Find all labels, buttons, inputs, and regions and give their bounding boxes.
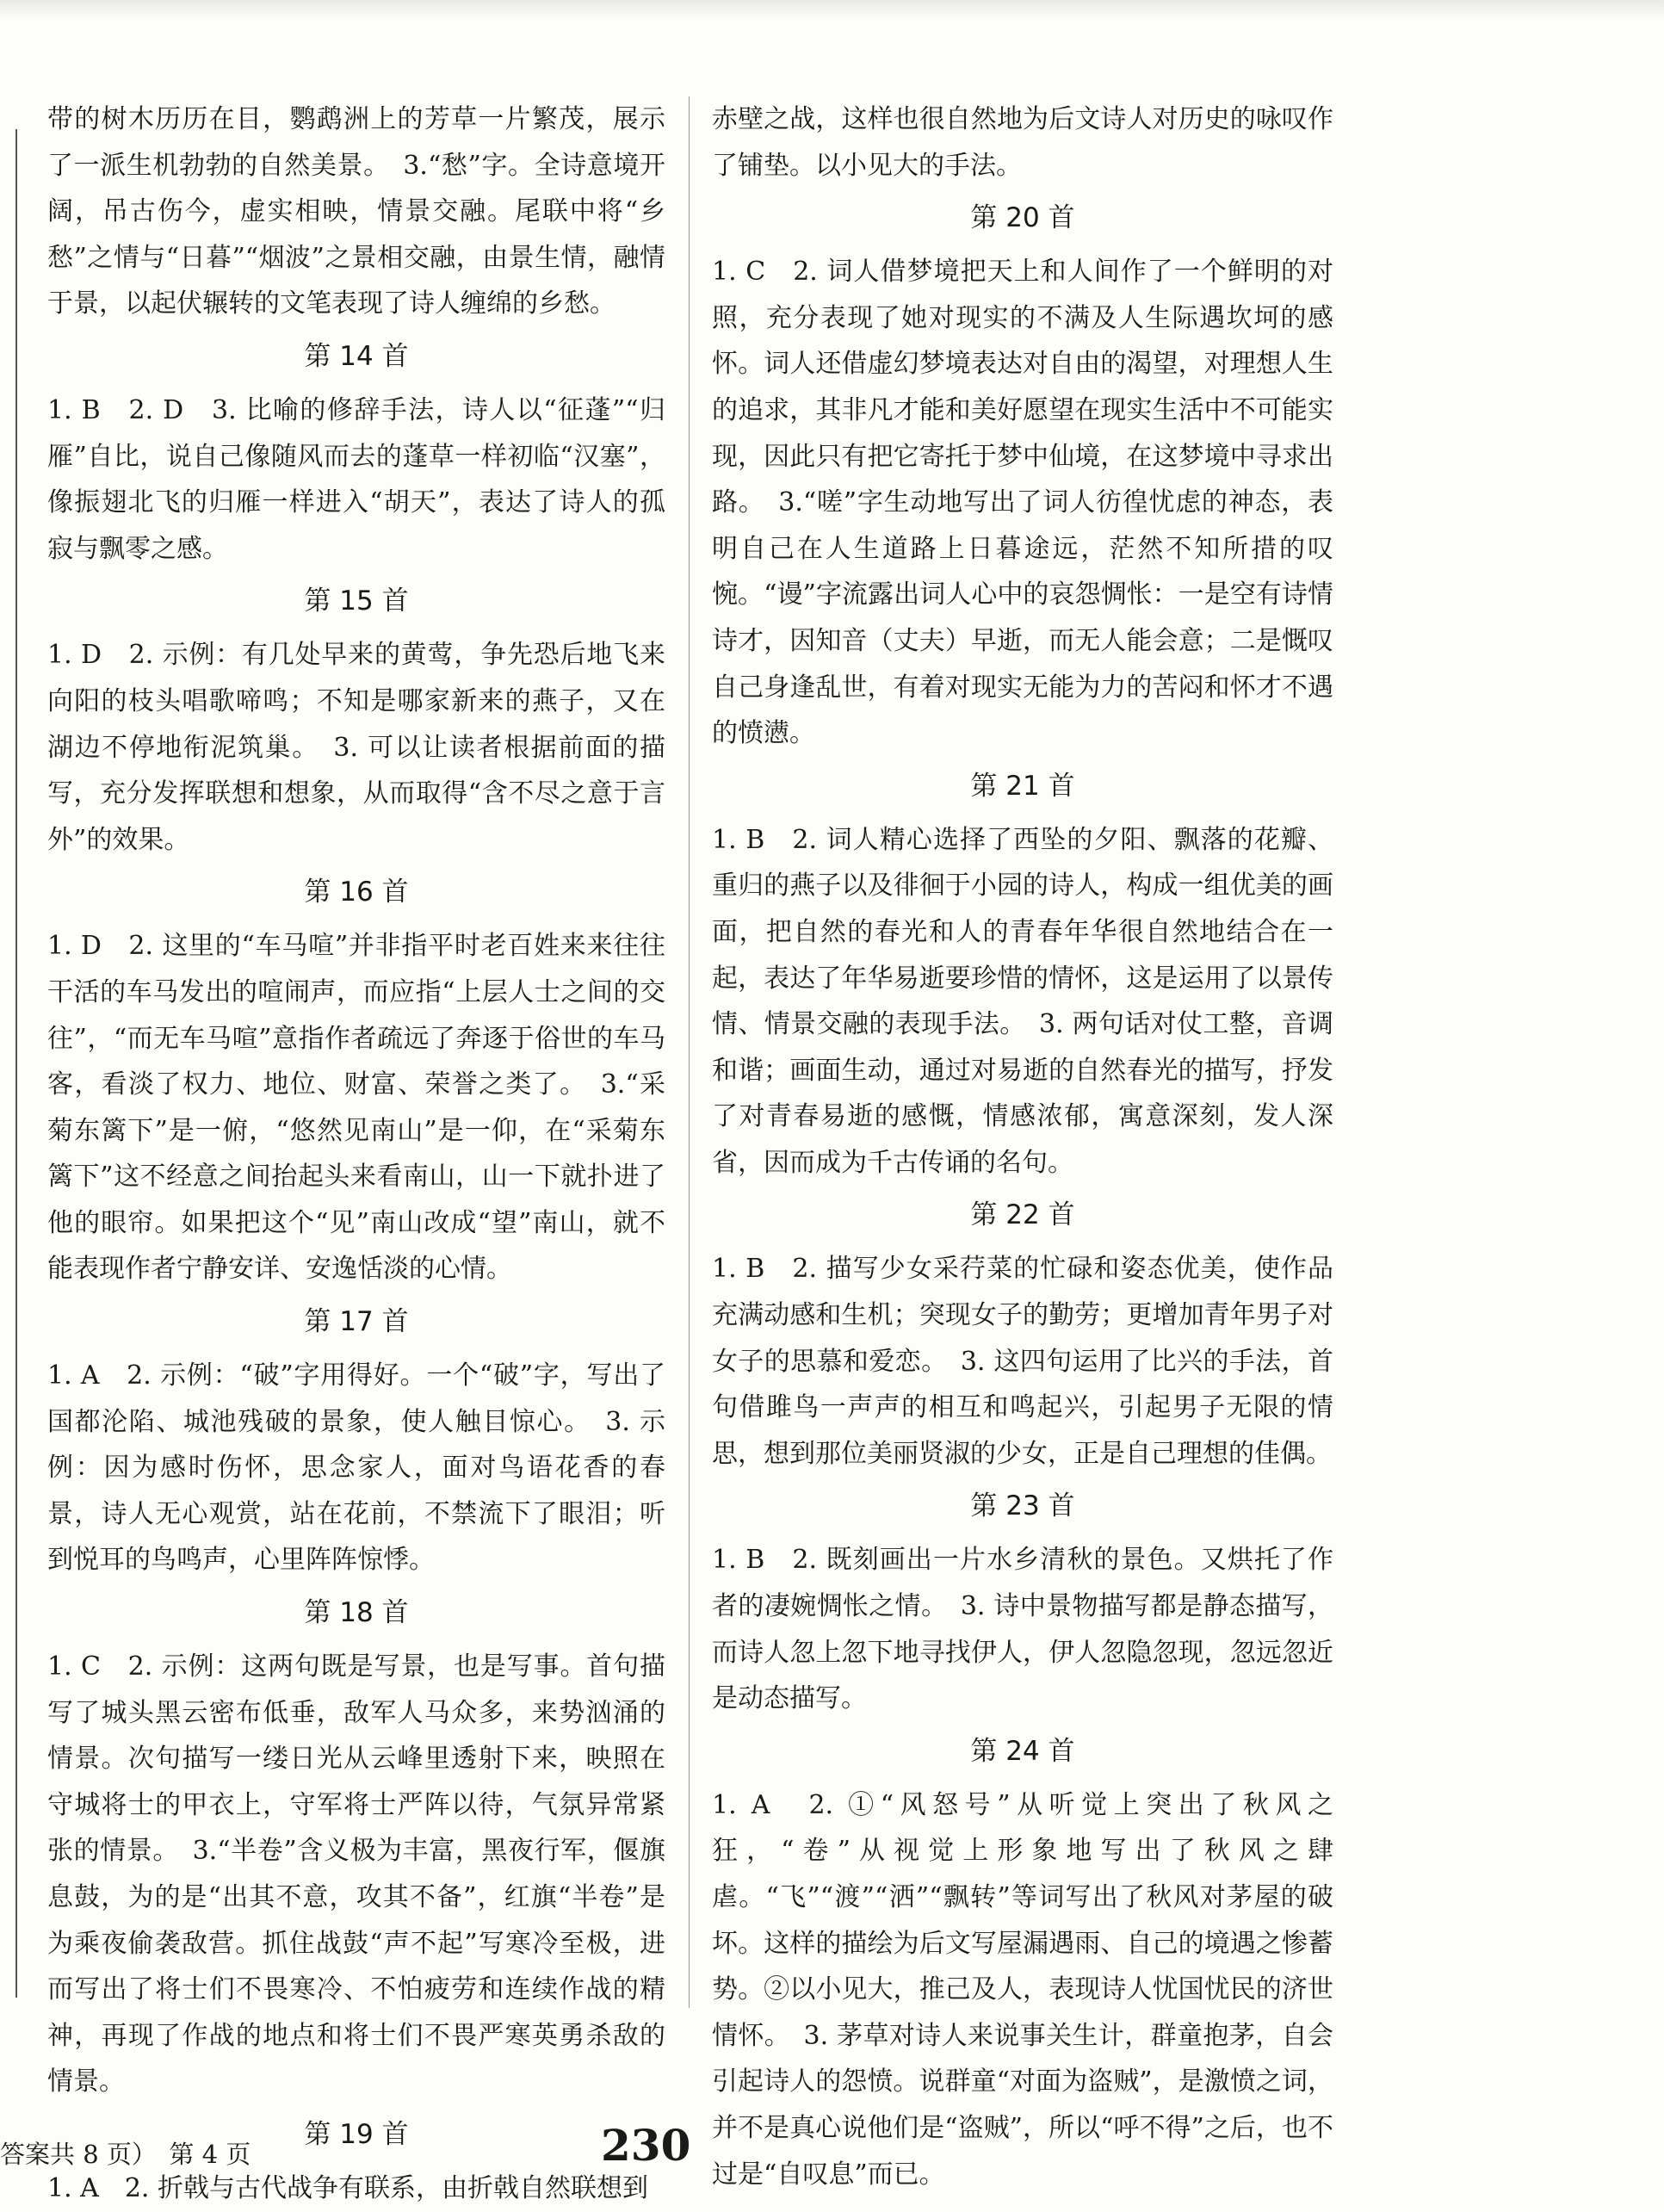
answer-paragraph: 1. C 2. 词人借梦境把天上和人间作了一个鲜明的对照，充分表现了她对现实的不满及人生际遇坎坷的感怀。词人还借虚幻梦境表达对自由的渴望，对理想人生的追求，其非凡才能和美好愿望在现实生活中不可能实现，因此只有把它寄托于梦中仙境，在这梦境中寻求出路。 3.“嗟”字生动地写出了词人彷徨忧虑的神态，表明自己在人生道路上日暮途远，茫然不知所措的叹惋。“谩”字流露出词人心中的哀怨惆怅：一是空有诗情诗才，因知音（丈夫）早逝，而无人能会意；二是慨叹自己身逢乱世，有着对现实无能为力的苦闷和怀才不遇的愤懑。	[712, 257, 1333, 749]
answer-paragraph: 1. A 2. 示例：“破”字用得好。一个“破”字，写出了国都沦陷、城池残破的景象，使人触目惊心。 3. 示例：因为感时伤怀，思念家人，面对鸟语花香的春景，诗人无心观赏，站在花前，不禁流下了眼泪；听到悦耳的鸟鸣声，心里阵阵惊悸。	[47, 1360, 665, 1576]
column-divider	[689, 96, 690, 2008]
right-column	[712, 96, 1333, 2197]
answer-paragraph: 1. C 2. 示例：这两句既是写景，也是写事。首句描写了城头黑云密布低垂，敌军人马众多，来势汹涌的情景。次句描写一缕日光从云峰里透射下来，映照在守城将士的甲衣上，守军将士严阵以待，气氛异常紧张的情景。 3.“半卷”含义极为丰富，黑夜行军，偃旗息鼓，为的是“出其不意，攻其不备”，红旗“半卷”是为乘夜偷袭敌营。抓住战鼓“声不起”写寒冷至极，进而写出了将士们不畏寒冷、不怕疲劳和连续作战的精神，再现了作战的地点和将士们不畏严寒英勇杀敌的情景。	[47, 1651, 665, 2097]
page-number: 230	[601, 2120, 691, 2171]
section-heading: 第 23 首	[970, 1490, 1075, 1522]
answer-paragraph: 1. D 2. 这里的“车马喧”并非指平时老百姓来来往往干活的车马发出的喧闹声，而应指“上层人士之间的交往”，“而无车马喧”意指作者疏远了奔逐于俗世的车马客，看淡了权力、地位、财富、荣誉之类了。 3.“采菊东篱下”是一俯，“悠然见南山”是一仰，在“采菊东篱下”这不经意之间抬起头来看南山，山一下就扑进了他的眼帘。如果把这个“见”南山改成“望”南山，就不能表现作者宁静安详、安逸恬淡的心情。	[47, 931, 665, 1285]
answer-paragraph: 1. A 2. 折戟与古代战争有联系，由折戟自然联想到	[47, 2172, 648, 2203]
footer-page-info: 答案共 8 页） 第 4 页	[0, 2140, 251, 2169]
answer-paragraph: 1. B 2. 既刻画出一片水乡清秋的景色。又烘托了作者的凄婉惆怅之情。 3. 诗中景物描写都是静态描写，而诗人忽上忽下地寻找伊人，伊人忽隐忽现，忽远忽近是动态描写。	[712, 1545, 1333, 1714]
binding-edge-line	[15, 129, 17, 1998]
answer-paragraph: 带的树木历历在目，鹦鹉洲上的芳草一片繁茂，展示了一派生机勃勃的自然美景。 3.“愁”字。全诗意境开阔，吊古伤今，虚实相映，情景交融。尾联中将“乡愁”之情与“日暮”“烟波”之景相交融，由景生情，融情于景，以起伏辗转的文笔表现了诗人缠绵的乡愁。	[47, 104, 665, 319]
section-heading: 第 21 首	[970, 770, 1075, 802]
answer-paragraph: 1. A 2. ①“风怒号”从听觉上突出了秋风之狂，“卷”从视觉上形象地写出了秋风之肆虐。“飞”“渡”“洒”“飘转”等词写出了秋风对茅屋的破坏。这样的描绘为后文写屋漏遇雨、自己的境遇之惨蓄势。②以小见大，推己及人，表现诗人忧国忧民的济世情怀。 3. 茅草对诗人来说事关生计，群童抱茅，自会引起诗人的怨愤。说群童“对面为盗贼”，是激愤之词，并不是真心说他们是“盗贼”，所以“呼不得”之后，也不过是“自叹息”而已。	[712, 1789, 1333, 2190]
section-heading: 第 24 首	[970, 1735, 1075, 1767]
answer-paragraph: 赤壁之战，这样也很自然地为后文诗人对历史的咏叹作了铺垫。以小见大的手法。	[712, 104, 1333, 181]
section-heading: 第 17 首	[304, 1306, 409, 1338]
section-heading: 第 15 首	[304, 586, 409, 617]
answer-paragraph: 1. D 2. 示例：有几处早来的黄莺，争先恐后地飞来向阳的枝头唱歌啼鸣；不知是哪家新来的燕子，又在湖边不停地衔泥筑巢。 3. 可以让读者根据前面的描写，充分发挥联想和想象，从而取得“含不尽之意于言外”的效果。	[47, 640, 665, 855]
page-top-shade	[0, 0, 1664, 19]
section-heading: 第 19 首	[304, 2118, 409, 2150]
answer-paragraph: 1. B 2. 词人精心选择了西坠的夕阳、飘落的花瓣、重归的燕子以及徘徊于小园的诗人，构成一组优美的画面，把自然的春光和人的青春年华很自然地结合在一起，表达了年华易逝要珍惜的情怀，这是运用了以景传情、情景交融的表现手法。 3. 两句话对仗工整，音调和谐；画面生动，通过对易逝的自然春光的描写，抒发了对青春易逝的感慨，情感浓郁，寓意深刻，发人深省，因而成为千古传诵的名句。	[712, 824, 1333, 1178]
section-heading: 第 20 首	[970, 202, 1075, 234]
answer-paragraph: 1. B 2. D 3. 比喻的修辞手法，诗人以“征蓬”“归雁”自比，说自己像随风而去的蓬草一样初临“汉塞”，像振翅北飞的归雁一样进入“胡天”，表达了诗人的孤寂与飘零之感。	[47, 394, 665, 564]
section-heading: 第 16 首	[304, 877, 409, 908]
answer-paragraph: 1. B 2. 描写少女采荇菜的忙碌和姿态优美，使作品充满动感和生机；突现女子的勤劳；更增加青年男子对女子的思慕和爱恋。 3. 这四句运用了比兴的手法，首句借雎鸟一声声的相互和鸣起兴，引起男子无限的情思，想到那位美丽贤淑的少女，正是自己理想的佳偶。	[712, 1254, 1333, 1469]
section-heading: 第 22 首	[970, 1199, 1075, 1231]
left-column	[47, 96, 665, 2212]
section-heading: 第 14 首	[304, 340, 409, 372]
section-heading: 第 18 首	[304, 1597, 409, 1629]
